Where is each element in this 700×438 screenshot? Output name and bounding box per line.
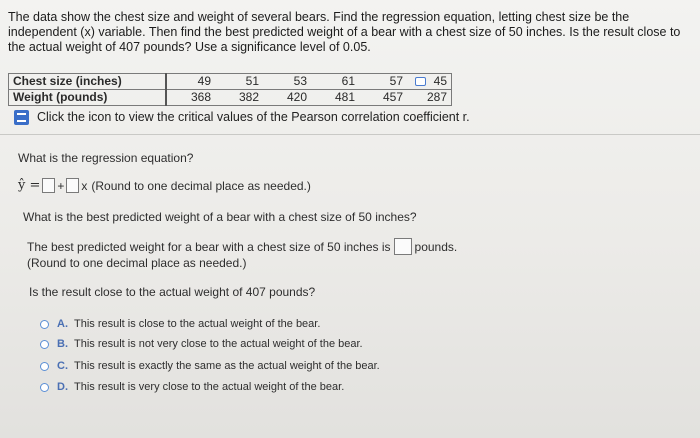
table-cell: 287 [407,90,452,106]
predicted-weight-answer-row [27,238,457,255]
answer-unit: pounds. [414,239,458,254]
data-table [8,73,452,106]
table-help-icon[interactable] [14,110,29,125]
question-regression-equation: What is the regression equation? [18,151,194,165]
copy-table-icon[interactable] [415,77,426,86]
choice-text: This result is not very close to the actual weight of the bear. [74,338,363,350]
radio-button[interactable] [40,340,49,349]
table-cell: 45 [407,74,452,90]
choice-text: This result is very close to the actual weight of the bear. [74,381,345,393]
plus-sign: + [57,178,65,193]
choice-letter: C. [57,360,68,372]
choice-letter: D. [57,381,68,393]
table-cell: 420 [263,90,311,106]
table-cell: 61 [311,74,359,90]
choice-b[interactable] [40,338,363,350]
problem-statement: The data show the chest size and weight of several bears. Find the regression equation, letting chest size be the independent (x) variable. Then find the best predicted weight of a bear with a chest size of 50 inches. Is the result close to the actual weight of 407 pounds? Use a significance level of 0.05. [8,10,681,54]
choice-letter: A. [57,318,68,330]
row-label-weight: Weight (pounds) [9,90,167,106]
rounding-note: (Round to one decimal place as needed.) [91,178,311,193]
table-cell: 457 [359,90,407,106]
help-text: Click the icon to view the critical values of the Pearson correlation coefficient r. [37,110,470,124]
predicted-weight-input[interactable] [394,238,412,255]
divider [0,134,700,135]
choice-text: This result is exactly the same as the actual weight of the bear. [74,360,380,372]
radio-button[interactable] [40,383,49,392]
answer-prefix: The best predicted weight for a bear with a chest size of 50 inches is [27,239,391,254]
choice-text: This result is close to the actual weight of the bear. [74,318,321,330]
table-row [9,74,452,90]
table-cell: 57 [359,74,407,90]
choice-a[interactable] [40,318,320,330]
table-cell: 53 [263,74,311,90]
question-close-to-actual: Is the result close to the actual weight of 407 pounds? [29,285,316,299]
table-row [9,90,452,106]
row-label-chest-size: Chest size (inches) [9,74,167,90]
table-cell: 481 [311,90,359,106]
radio-button[interactable] [40,362,49,371]
choice-c[interactable] [40,360,380,372]
slope-input[interactable] [66,178,79,193]
table-cell: 51 [215,74,263,90]
choice-letter: B. [57,338,68,350]
critical-values-help [14,110,470,125]
question-predicted-weight: What is the best predicted weight of a bear with a chest size of 50 inches? [23,210,417,224]
rounding-note-2: (Round to one decimal place as needed.) [27,256,247,270]
regression-equation-row [18,178,311,193]
radio-button[interactable] [40,320,49,329]
table-cell: 49 [166,74,215,90]
choice-d[interactable] [40,381,344,393]
table-cell: 368 [166,90,215,106]
y-hat-label: ŷ = [18,178,41,193]
intercept-input[interactable] [42,178,55,193]
table-cell: 382 [215,90,263,106]
x-variable: x [81,178,88,193]
